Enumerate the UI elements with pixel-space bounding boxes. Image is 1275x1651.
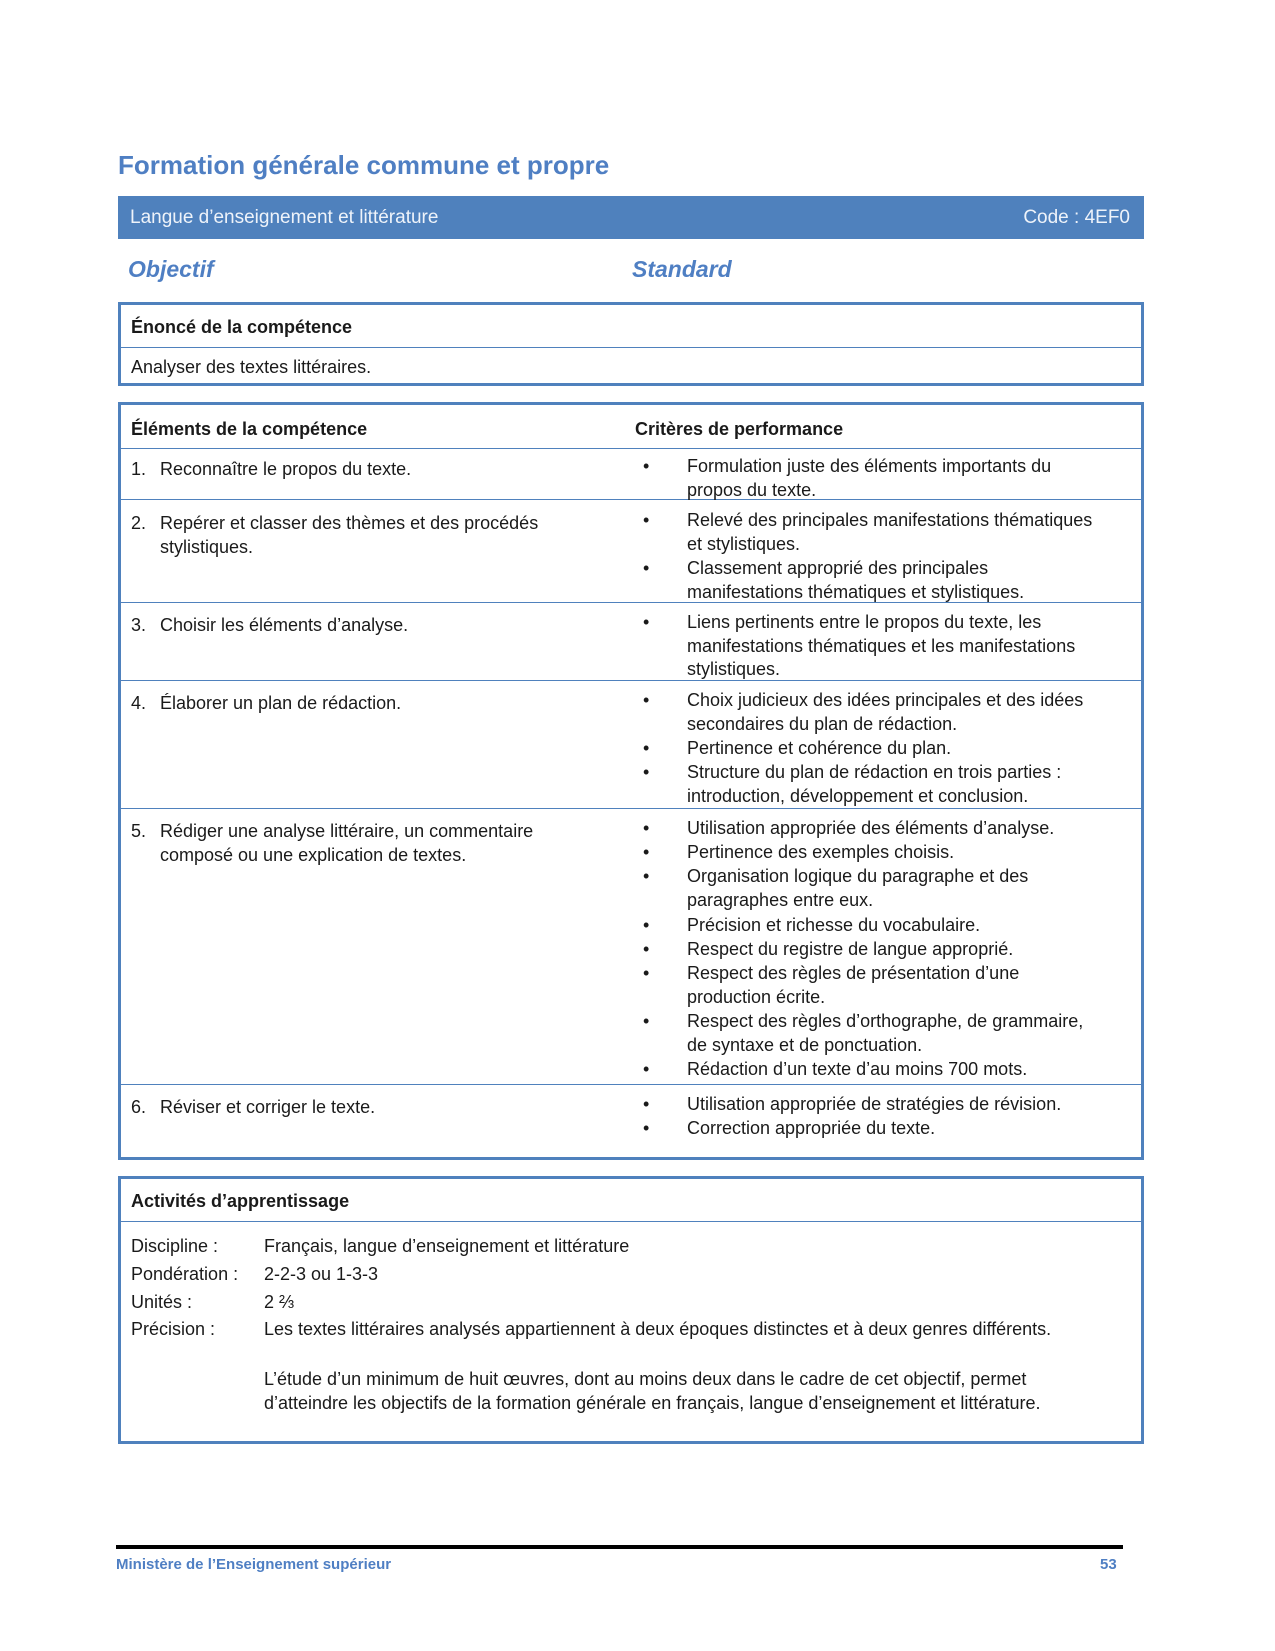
bullet-icon: •	[643, 612, 650, 632]
criterion-text: Structure du plan de rédaction en trois parties : introduction, développement et conclusion.	[687, 762, 1062, 806]
criterion-text: Classement approprié des principales manifestations thématiques et stylistiques.	[687, 558, 1025, 602]
element-number: 3.	[131, 615, 147, 635]
bullet-icon: •	[643, 1059, 650, 1079]
bullet-icon: •	[643, 915, 650, 935]
unites-value: 2 ⅔	[264, 1292, 295, 1312]
element-text: Élaborer un plan de rédaction.	[160, 693, 402, 713]
footer-ministry: Ministère de l’Enseignement supérieur	[116, 1556, 392, 1573]
standard-label: Standard	[632, 256, 732, 282]
criterion-text: Utilisation appropriée de stratégies de révision.	[687, 1094, 1062, 1114]
footer-rule	[116, 1545, 1123, 1549]
criterion-text: Correction appropriée du texte.	[687, 1118, 936, 1138]
activites-heading: Activités d’apprentissage	[131, 1191, 350, 1211]
criterion-text: Utilisation appropriée des éléments d’analyse.	[687, 818, 1055, 838]
criterion-text: Pertinence des exemples choisis.	[687, 842, 955, 862]
ponderation-label: Pondération :	[131, 1264, 239, 1284]
criterion-text: Choix judicieux des idées principales et des idées secondaires du plan de rédaction.	[687, 690, 1084, 734]
bullet-icon: •	[643, 939, 650, 959]
course-name: Langue d’enseignement et littérature	[130, 207, 439, 228]
bullet-icon: •	[643, 510, 650, 530]
divider	[121, 808, 1141, 809]
criterion-text: Respect des règles de présentation d’une production écrite.	[687, 963, 1020, 1007]
criterion-text: Pertinence et cohérence du plan.	[687, 738, 952, 758]
objectif-label: Objectif	[128, 256, 214, 282]
element-number: 5.	[131, 821, 147, 841]
element-text: Réviser et corriger le texte.	[160, 1097, 376, 1117]
criteria-heading: Critères de performance	[635, 419, 844, 439]
activites-box	[118, 1176, 1144, 1444]
element-text: Choisir les éléments d’analyse.	[160, 615, 409, 635]
bullet-icon: •	[643, 558, 650, 578]
criterion-text: Liens pertinents entre le propos du texte, les manifestations thématiques et les manifestations stylistiques.	[687, 612, 1076, 679]
course-code: Code : 4EF0	[1023, 207, 1130, 228]
bullet-icon: •	[643, 1011, 650, 1031]
divider	[121, 448, 1141, 449]
criterion-text: Rédaction d’un texte d’au moins 700 mots.	[687, 1059, 1028, 1079]
page-number: 53	[1100, 1556, 1117, 1573]
discipline-value: Français, langue d’enseignement et littérature	[264, 1236, 630, 1256]
page-title: Formation générale commune et propre	[118, 150, 610, 180]
bullet-icon: •	[643, 456, 650, 476]
divider	[121, 1084, 1141, 1085]
course-bar	[118, 196, 1144, 239]
element-number: 6.	[131, 1097, 147, 1117]
criterion-text: Respect du registre de langue approprié.	[687, 939, 1014, 959]
element-text: Reconnaître le propos du texte.	[160, 459, 412, 479]
criterion-text: Formulation juste des éléments importants du propos du texte.	[687, 456, 1052, 500]
precision-paragraph-1: Les textes littéraires analysés appartiennent à deux époques distinctes et à deux genres différents.	[264, 1319, 1052, 1339]
bullet-icon: •	[643, 762, 650, 782]
bullet-icon: •	[643, 818, 650, 838]
enonce-heading: Énoncé de la compétence	[131, 317, 353, 337]
element-number: 2.	[131, 513, 147, 533]
bullet-icon: •	[643, 866, 650, 886]
divider	[121, 347, 1141, 348]
elements-heading: Éléments de la compétence	[131, 419, 368, 439]
element-text: Rédiger une analyse littéraire, un commentaire composé ou une explication de textes.	[160, 821, 534, 865]
discipline-label: Discipline :	[131, 1236, 219, 1256]
element-text: Repérer et classer des thèmes et des procédés stylistiques.	[160, 513, 539, 557]
criterion-text: Relevé des principales manifestations thématiques et stylistiques.	[687, 510, 1093, 554]
bullet-icon: •	[643, 1094, 650, 1114]
criterion-text: Précision et richesse du vocabulaire.	[687, 915, 981, 935]
criterion-text: Respect des règles d’orthographe, de grammaire, de syntaxe et de ponctuation.	[687, 1011, 1084, 1055]
enonce-box	[118, 302, 1144, 386]
divider	[121, 1221, 1141, 1222]
enonce-text: Analyser des textes littéraires.	[131, 357, 372, 377]
bullet-icon: •	[643, 963, 650, 983]
bullet-icon: •	[643, 842, 650, 862]
elements-table	[118, 402, 1144, 1160]
element-number: 4.	[131, 693, 147, 713]
unites-label: Unités :	[131, 1292, 193, 1312]
bullet-icon: •	[643, 1118, 650, 1138]
precision-paragraph-2: L’étude d’un minimum de huit œuvres, dont au moins deux dans le cadre de cet objectif, permet d’atteindre les objectifs de la formation générale en français, langue d’enseignement et littérature.	[264, 1369, 1041, 1413]
criterion-text: Organisation logique du paragraphe et des paragraphes entre eux.	[687, 866, 1029, 910]
element-number: 1.	[131, 459, 147, 479]
bullet-icon: •	[643, 690, 650, 710]
bullet-icon: •	[643, 738, 650, 758]
ponderation-value: 2-2-3 ou 1-3-3	[264, 1264, 379, 1284]
precision-label: Précision :	[131, 1319, 216, 1339]
